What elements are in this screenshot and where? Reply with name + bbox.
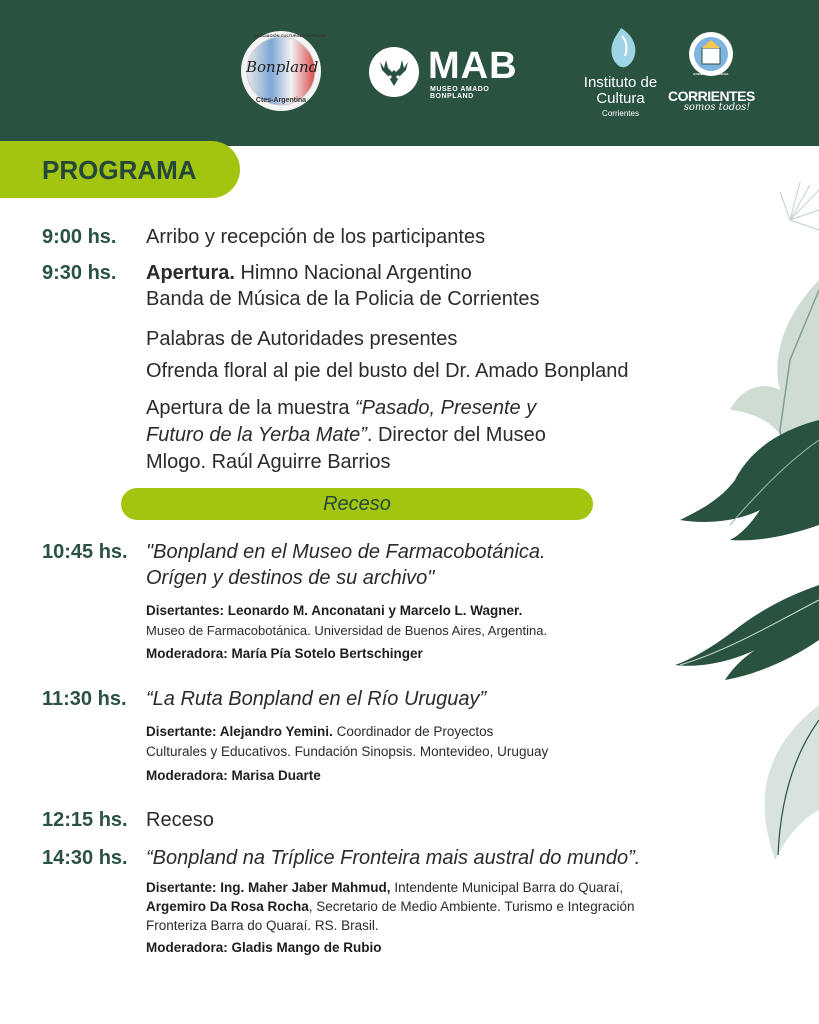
- talk-triplice-line1: [146, 880, 623, 895]
- receso-pill-label: Receso: [323, 493, 391, 515]
- talk-triplice-line2: [146, 899, 634, 914]
- talk-ruta-title: “La Ruta Bonpland en el Río Uruguay”: [146, 688, 487, 710]
- talk-ruta-speaker: [146, 724, 493, 739]
- himno: Himno Nacional Argentino: [234, 262, 472, 284]
- l1-rest: Intendente Municipal Barra do Quaraí,: [390, 880, 624, 895]
- corrientes-seal-text: GOBIERNO PROVINCIAL: [693, 72, 729, 76]
- l2-rest: , Secretario de Medio Ambiente. Turismo e Integración: [308, 899, 635, 914]
- talk-farmacobotanica-speakers: [146, 603, 522, 618]
- mab-name: MAB: [428, 45, 518, 87]
- muestra-director: . Director del Museo: [366, 424, 546, 446]
- time-1130: 11:30 hs.: [42, 688, 127, 710]
- time-1215: 12:15 hs.: [42, 809, 128, 831]
- drop-icon: [601, 26, 641, 72]
- event-muestra-line3: Mlogo. Raúl Aguirre Barrios: [146, 451, 391, 473]
- section-title: PROGRAMA: [42, 155, 197, 185]
- event-muestra-line2: [146, 424, 546, 447]
- speaker-bold: Disertante: Alejandro Yemini.: [146, 724, 333, 739]
- talk-farmacobotanica-title2: Orígen y destinos de su archivo": [146, 567, 435, 589]
- time-1430: 14:30 hs.: [42, 847, 128, 869]
- acb-top-text: ASOCIACIÓN CULTURAL BONPLAND: [254, 33, 326, 38]
- acb-bottom-text: Ctes-Argentina: [255, 97, 307, 104]
- l2-bold: Argemiro Da Rosa Rocha: [146, 899, 309, 914]
- leaf-decoration-icon: [640, 180, 819, 880]
- event-banda: Banda de Música de la Policia de Corrientes: [146, 288, 540, 310]
- time-0930: 9:30 hs.: [42, 262, 117, 284]
- talk-farmacobotanica-moderator: [146, 646, 423, 661]
- speakers-bold: Disertantes: Leonardo M. Anconatani y Marcelo L. Wagner.: [146, 603, 523, 618]
- talk-farmacobotanica-title1: "Bonpland en el Museo de Farmacobotánica.: [146, 541, 546, 563]
- event-palabras: Palabras de Autoridades presentes: [146, 328, 458, 350]
- ic-line3: Corrientes: [602, 109, 639, 118]
- muestra-title-b: Futuro de la Yerba Mate”: [146, 424, 367, 446]
- talk-triplice-moderator: [146, 940, 382, 955]
- l1-bold: Disertante: Ing. Maher Jaber Mahmud,: [146, 880, 391, 895]
- moderator-bold: Moderadora: Gladis Mango de Rubio: [146, 940, 382, 955]
- instituto-cultura-logo: [573, 26, 668, 120]
- mab-subtitle: MUSEO AMADO BONPLAND: [430, 86, 490, 100]
- ic-line1: Instituto de: [583, 74, 658, 91]
- time-1045: 10:45 hs.: [42, 541, 128, 563]
- mab-logo: [368, 44, 528, 102]
- event-receso: Receso: [146, 809, 214, 831]
- speaker-rest: Coordinador de Proyectos: [332, 724, 494, 739]
- talk-ruta-affiliation: Culturales y Educativos. Fundación Sinopsis. Montevideo, Uruguay: [146, 744, 549, 759]
- talk-ruta-moderator: [146, 768, 321, 783]
- muestra-title-a: “Pasado, Presente y: [355, 397, 537, 419]
- event-muestra-line1: [146, 397, 536, 420]
- acb-signature: Bonpland: [246, 58, 319, 76]
- talk-triplice-line3: Fronteriza Barra do Quaraí. RS. Brasil.: [146, 918, 379, 933]
- ic-line2: Cultura: [596, 90, 645, 107]
- section-title-pill: [0, 141, 240, 198]
- moderator-bold: Moderadora: María Pía Sotelo Bertschinger: [146, 646, 423, 661]
- receso-pill: [121, 488, 593, 520]
- event-apertura-line1: [146, 262, 472, 285]
- time-0900: 9:00 hs.: [42, 226, 117, 248]
- moderator-bold: Moderadora: Marisa Duarte: [146, 768, 321, 783]
- corrientes-name: CORRIENTES: [668, 88, 755, 104]
- event-arribo: Arribo y recepción de los participantes: [146, 226, 486, 248]
- header-bar: [0, 0, 819, 146]
- corrientes-logo: [668, 26, 754, 118]
- talk-farmacobotanica-affiliation: Museo de Farmacobotánica. Universidad de Buenos Aires, Argentina.: [146, 623, 548, 638]
- talk-triplice-title: “Bonpland na Tríplice Fronteira mais austral do mundo”.: [146, 847, 641, 869]
- event-ofrenda: Ofrenda floral al pie del busto del Dr. Amado Bonpland: [146, 360, 629, 382]
- apertura-label: Apertura.: [146, 262, 235, 284]
- corrientes-tagline: somos todos!: [683, 102, 751, 113]
- deer-icon: [368, 46, 420, 98]
- acb-logo: [240, 30, 326, 112]
- muestra-a: Apertura de la muestra: [146, 397, 355, 419]
